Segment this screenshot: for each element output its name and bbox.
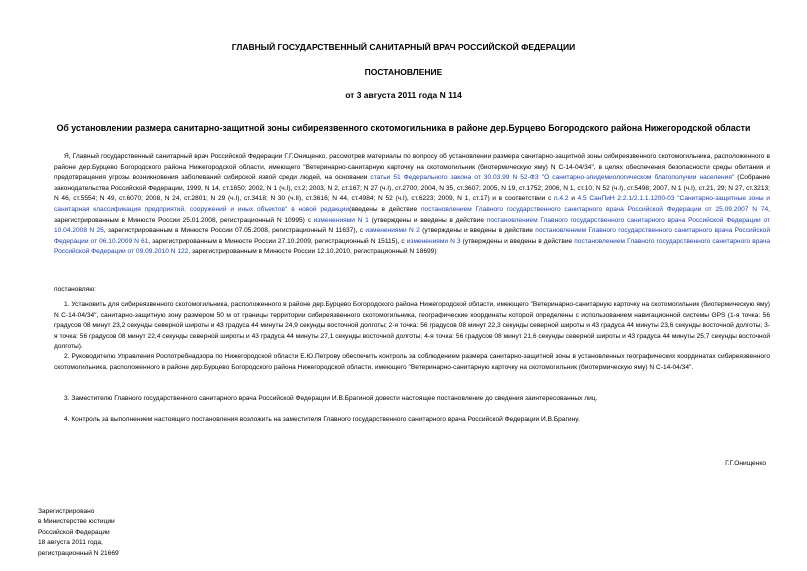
link-amendments-3[interactable]: изменениями N 3 [406,237,461,245]
preamble-text: , зарегистрированным в Минюсте России 12.10.2010, регистрационный N 18699) [188,248,437,256]
registration-line: Зарегистрировано [38,508,95,515]
preamble-text: , зарегистрированным в Минюсте России 25.01.2008, регистрационный N 10995) с [54,205,770,224]
document-type: ПОСТАНОВЛЕНИЕ [364,67,443,77]
registration-line: 18 августа 2011 года, [38,539,103,547]
link-amendments-2[interactable]: изменениями N 2 [365,227,420,235]
preamble-text: и [568,195,578,203]
link-resolution-74[interactable]: постановлением Главного государственного санитарного врача Российской Федерации от 25.09.2007 N 74 [420,205,769,213]
issuing-authority: ГЛАВНЫЙ ГОСУДАРСТВЕННЫЙ САНИТАРНЫЙ ВРАЧ РОССИЙСКОЙ ФЕДЕРАЦИИ [231,42,576,52]
preamble-text: (утверждены и введены в действие [460,237,575,245]
item-text: 3. Заместителю Главного государственного санитарного врача Российской Федерации И.В.Брагиной довести настоящее постановление до сведения заинтересованных лиц. [64,395,598,402]
link-resolution-122[interactable]: постановлением Главного государственного санитарного врача Российской Федерации от 09.09.2010 N 122 [54,237,770,256]
link-amendments-1[interactable]: изменениями N 1 [313,216,369,224]
item-3 [54,394,770,405]
item-text: 4. Контроль за выполнением настоящего постановления возложить на заместителя Главного государственного санитарного врача Российской Федерации И.В.Брагину. [64,416,580,423]
registration-line: в Министерстве юстиции [38,518,115,526]
preamble-text: (Собрание законодательства Российской Федерации, 1999, N 14, ст.1650; 2002, N 1 (ч.I), ст.2; 2003, N 2, ст.167; N 27 (ч.I), ст.2700; 2004, N 35, ст.3607; 2005, N 19, ст.1752; 2006, N 1, ст.10; N 52 (ч.I), ст.5498; 2007, N 1 (ч.I), ст.21, 29; N 27, ст.3213; N 46, ст.5554; N 49, ст.6070; 2008, N 24, ст.2801; N 29 (ч.I), ст.3418; N 30 (ч.II), ст.3616; N 44, ст.4984; N 52 (ч.I), ст.6223; 2009, N 1, ст.17) и в соответствии с [54,174,770,203]
item-2 [54,352,770,373]
preamble-text: , зарегистрированным в Минюсте России 07.05.2008, регистрационный N 11637), с [103,227,366,235]
preamble-text: (утверждены и введены в действие [419,227,536,235]
document-date-number: от 3 августа 2011 года N 114 [345,90,462,100]
signer-name: Г.Г.Онищенко [725,460,766,467]
link-resolution-25[interactable]: постановлением Главного государственного санитарного врача Российской Федерации от 10.04.2008 N 25 [54,216,770,235]
preamble-text: , зарегистрированным в Минюсте России 27.10.2009, регистрационный N 15115), с [148,237,407,245]
item-text: 1. Установить для сибиреязвенного скотомогильника, расположенного в районе дер.Бурцево Богородского района Нижегородской области, имеющего "Ветеринарно-санитарную карточку на скотомогильник (биотермическую яму) N С-14-04/34", санитарно-защитную зону размером 50 м от границы территории сибиреязвенного скотомогильника, географические координаты которой определены с использованием навигационной системы GPS (1-я точка: 56 градусов 08 минут 23,2 секунды северной широты и 43 градуса 44 минуты 24,9 секунды восточной долготы; 2-я точка: 56 градусов 08 минут 22,3 секунды северной широты и 43 градуса 44 минуты 23,6 секунды восточной долготы; 3-я точка: 56 градусов 08 минут 22,4 секунды северной широты и 43 градуса 44 минуты 27,1 секунды восточной долготы; 4-я точка: 56 градусов 08 минут 21,6 секунды северной широты и 43 градуса 44 минуты 25,7 секунды восточной долготы). [54,301,770,351]
link-sanpin-4-2[interactable]: п.4.2 [553,195,569,203]
link-federal-law-article-51[interactable]: статьи 51 Федерального закона от 30.03.99 N 52-ФЗ "О санитарно-эпидемиологическом благополучии населения" [370,174,735,182]
item-1 [54,300,770,353]
item-4 [54,415,770,426]
document-title: Об установлении размера санитарно-защитной зоны сибиреязвенного скотомогильника в районе дер.Бурцево Богородского района Нижегородской области [56,123,751,133]
resolve-word: постановляю: [54,286,97,293]
registration-line: регистрационный N 21669 [38,549,119,557]
preamble-paragraph [54,152,770,258]
item-text: 2. Руководителю Управления Роспотребнадзора по Нижегородской области Е.Ю.Петрову обеспечить контроль за соблюдением размера санитарно-защитной зоны в установленных географических координатах сибиреязвенного скотомогильника, расположенного в районе дер.Бурцево Богородского района Нижегородской области, имеющего "Ветеринарно-санитарную карточку на скотомогильник (биотермическую яму) N С-14-04/34". [54,353,770,371]
preamble-text: (введены в действие [349,205,421,213]
registration-line: Российской Федерации [38,528,110,536]
registration-note [38,507,119,559]
preamble-text: Я, Главный государственный санитарный врач Российской Федерации Г.Г.Онищенко, рассмотрев материалы по вопросу об установлении размера санитарно-защитной зоны сибиреязвенного скотомогильника, расположенного в районе дер.Бурцево Богородского района Нижегородской области, имеющего "Ветеринарно-санитарную карточку на скотомогильник (биотермическую яму) N С-14-04/34", в целях обеспечения безопасности среды обитания и предотвращения угрозы возникновения заболеваний сибирской язвой среди людей, на основании [54,153,770,182]
preamble-text: (утверждены и введены в действие [368,216,487,224]
link-sanpin-4-5[interactable]: 4.5 СанПиН 2.2.1/2.1.1.1200-03 "Санитарно-защитные зоны и санитарная классификация предприятий, сооружений и иных объектов" в новой редакции [54,195,770,213]
link-resolution-61[interactable]: постановлением Главного государственного санитарного врача Российской Федерации от 06.10.2009 N 61 [54,227,770,245]
